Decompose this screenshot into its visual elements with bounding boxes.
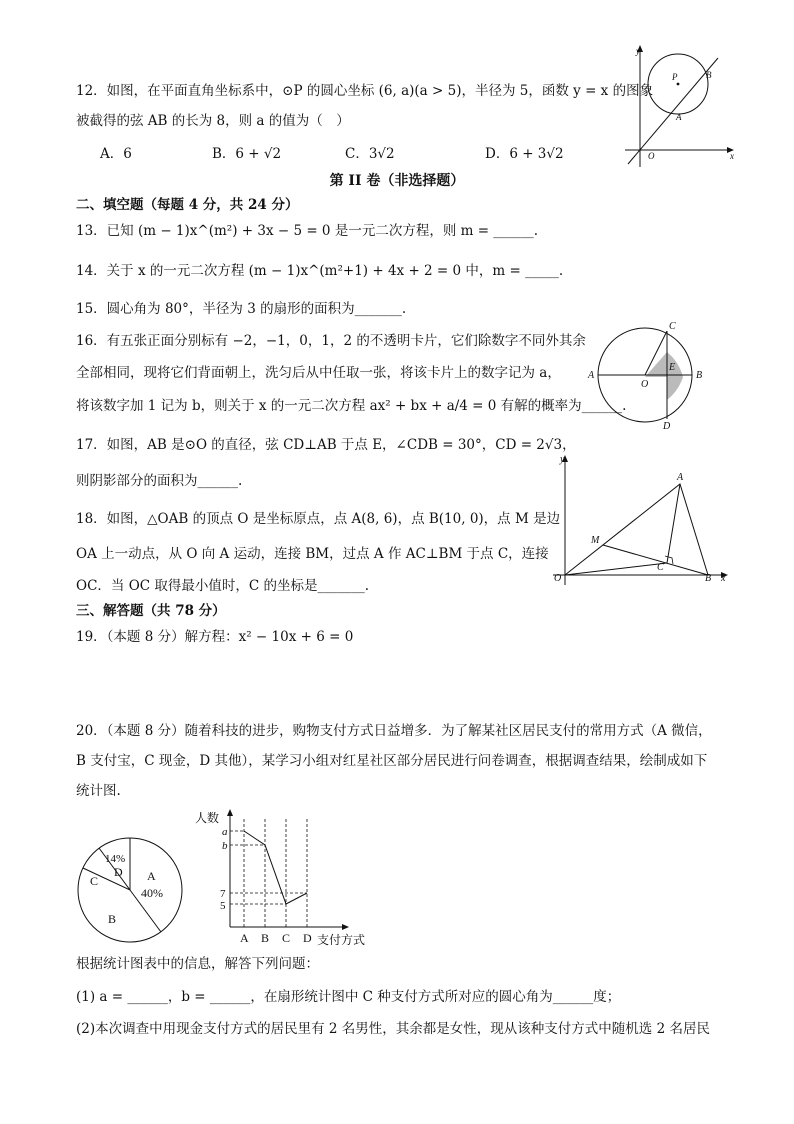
q16-fig-b: B — [696, 370, 703, 381]
pie-pct-a: 40% — [141, 886, 163, 900]
q12-option-a: A．6 — [100, 146, 132, 162]
chart-guides — [230, 819, 307, 927]
pie-pct-d: 14% — [105, 853, 126, 865]
q16-line3: 将该数字加 1 记为 b，则关于 x 的一元二次方程 ax² + bx + a/4 = 0 有解的概率为______. — [76, 398, 627, 414]
q16-fig-c: C — [669, 321, 676, 332]
q12-option-d: D．6 + 3√2 — [485, 146, 564, 162]
q18-line1: 18．如图，△OAB 的顶点 O 是坐标原点，点 A(8, 6)，点 B(10, 0)，点 M 是边 — [76, 511, 561, 527]
q12-option-c: C．3√2 — [345, 146, 395, 162]
line-chart-xlabel: 支付方式 — [317, 933, 366, 947]
q20-line1: 20．（本题 8 分）随着科技的进步，购物支付方式日益增多．为了解某社区居民支付的常用方式（A 微信， — [76, 723, 712, 739]
q16-line2: 全部相同，现将它们背面朝上，洗匀后从中任取一张，将该卡片上的数字记为 a， — [76, 365, 561, 381]
q18-fig-a: A — [677, 472, 684, 483]
ytick-7: 7 — [220, 888, 226, 900]
q18-fig-o: O — [554, 573, 562, 584]
xtick-b: B — [261, 931, 270, 945]
q17-line1: 17．如图，AB 是⊙O 的直径，弦 CD⊥AB 于点 E，∠CDB = 30°，CD = 2√3， — [76, 437, 576, 453]
q18-fig-c: C — [657, 562, 664, 573]
pie-label-c: C — [90, 874, 99, 888]
q12-fig-p: P — [672, 72, 678, 82]
q18-figure — [545, 450, 735, 590]
q16-line1: 16．有五张正面分别标有 −2，−1，0，1，2 的不透明卡片，它们除数字不同外其余 — [76, 333, 586, 349]
ytick-5: 5 — [220, 900, 226, 912]
q18-fig-y: y — [560, 454, 565, 465]
q20-sub1: (1) a = ______，b = ______，在扇形统计图中 C 种支付方式所对应的圆心角为______度； — [76, 989, 621, 1005]
line-chart-ylabel: 人数 — [195, 811, 220, 825]
q12-option-b: B．6 + √2 — [212, 146, 282, 162]
q15: 15．圆心角为 80°，半径为 3 的扇形的面积为_______. — [76, 301, 407, 317]
q20-pie-chart — [75, 835, 185, 945]
pie-label-a: A — [147, 869, 156, 883]
q16-fig-a: A — [588, 370, 595, 381]
section-fill-blank: 二、填空题（每题 4 分，共 24 分） — [76, 197, 299, 213]
ytick-a: a — [222, 826, 228, 838]
q12-line1: 12．如图，在平面直角坐标系中，⊙P 的圆心坐标 (6, a)(a > 5)，半径为 5，函数 y = x 的图象 — [76, 83, 654, 99]
q16-fig-d: D — [663, 421, 671, 432]
q20-line-chart — [195, 805, 385, 950]
q16-figure — [585, 315, 715, 435]
xtick-c: C — [282, 931, 291, 945]
part2-title: 第 II 卷（非选择题） — [329, 173, 465, 189]
q12-fig-a: A — [676, 112, 682, 122]
q18-line2: OA 上一动点，从 O 向 A 运动，连接 BM，过点 A 作 AC⊥BM 于点 C，连接 — [76, 546, 549, 562]
q13: 13．已知 (m − 1)x^(m²) + 3x − 5 = 0 是一元二次方程，则 m = ______. — [76, 223, 539, 239]
q12-fig-o: O — [648, 151, 655, 161]
q16-fig-o: O — [641, 379, 649, 390]
q20-sub2: (2)本次调查中用现金支付方式的居民里有 2 名男性，其余都是女性，现从该种支付方式中随机选 2 名居民 — [76, 1021, 710, 1037]
q12-figure — [620, 42, 740, 172]
ytick-b: b — [222, 840, 228, 852]
q16-fig-e: E — [669, 362, 676, 373]
q12-fig-x: x — [730, 151, 734, 161]
q18-fig-x: x — [721, 573, 726, 584]
xtick-a: A — [240, 931, 249, 945]
q20-line2: B 支付宝，C 现金，D 其他），某学习小组对红星社区部分居民进行问卷调查，根据调查结果，绘制成如下 — [76, 753, 708, 769]
section-solve: 三、解答题（共 78 分） — [76, 603, 226, 619]
q12-line2: 被截得的弦 AB 的长为 8，则 a 的值为（ ） — [76, 113, 350, 129]
xtick-d: D — [303, 931, 312, 945]
q18-fig-b: B — [705, 573, 712, 584]
q20-line3: 统计图. — [76, 783, 121, 799]
pie-label-d: D — [114, 865, 123, 879]
pie-label-b: B — [108, 912, 117, 926]
q18-line3: OC．当 OC 取得最小值时，C 的坐标是_______. — [76, 578, 370, 594]
q20-intro: 根据统计图表中的信息，解答下列问题： — [76, 956, 319, 972]
q19: 19．（本题 8 分）解方程：x² − 10x + 6 = 0 — [76, 629, 354, 645]
q12-fig-y: y — [636, 46, 640, 56]
q12-fig-b: B — [706, 70, 712, 80]
q14: 14．关于 x 的一元二次方程 (m − 1)x^(m²+1) + 4x + 2 = 0 中，m = _____. — [76, 263, 564, 279]
q18-fig-m: M — [591, 535, 600, 546]
q17-line2: 则阴影部分的面积为______. — [76, 473, 243, 489]
